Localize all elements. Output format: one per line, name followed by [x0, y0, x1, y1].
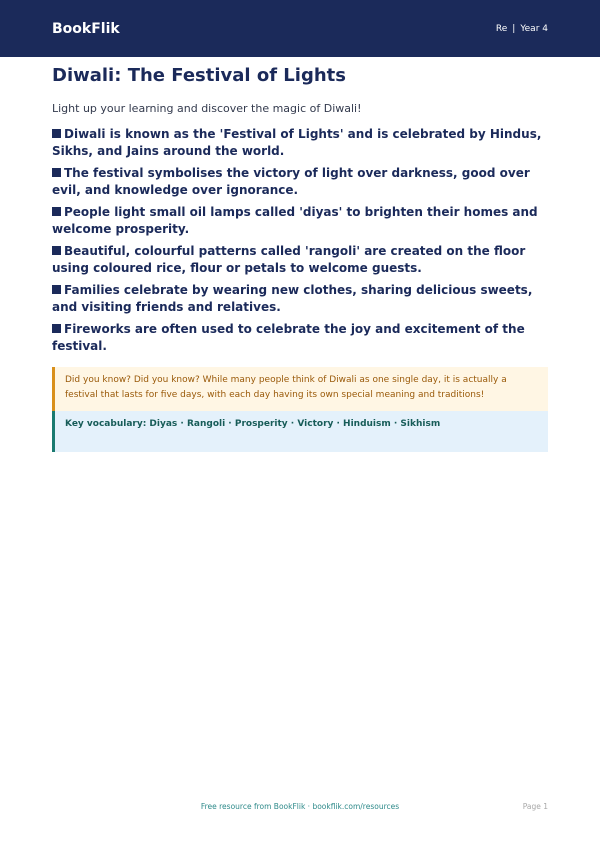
meta-separator: |	[512, 23, 516, 34]
square-bullet-icon	[52, 168, 61, 177]
page-number: Page 1	[522, 802, 548, 811]
intro-text: Light up your learning and discover the magic of Diwali!	[52, 102, 362, 115]
fact-list	[52, 126, 548, 355]
header-meta	[496, 24, 548, 34]
list-item-text: People light small oil lamps called 'diyas' to brighten their homes and welcome prosperity.	[52, 205, 538, 236]
list-item	[52, 282, 548, 316]
list-item-text: Families celebrate by wearing new clothes, sharing delicious sweets, and visiting friends and relatives.	[52, 283, 533, 314]
square-bullet-icon	[52, 129, 61, 138]
header-bar	[0, 0, 600, 57]
square-bullet-icon	[52, 207, 61, 216]
callout-text: Did you know? Did you know? While many people think of Diwali as one single day, it is actually a festival that lasts for five days, with each day having its own special meaning and traditions!	[65, 375, 507, 400]
subject-label: Re	[495, 23, 508, 34]
vocab-text: Key vocabulary: Diyas · Rangoli · Prosperity · Victory · Hinduism · Sikhism	[65, 419, 441, 429]
main-content	[52, 62, 548, 452]
list-item-text: Diwali is known as the 'Festival of Lights' and is celebrated by Hindus, Sikhs, and Jains around the world.	[52, 127, 542, 158]
key-vocabulary-box	[52, 411, 548, 452]
did-you-know-callout	[52, 367, 548, 411]
list-item-text: Fireworks are often used to celebrate the joy and excitement of the festival.	[52, 322, 525, 353]
list-item	[52, 204, 548, 238]
list-item	[52, 243, 548, 277]
brand-logo[interactable]: BookFlik	[52, 20, 120, 37]
list-item	[52, 126, 548, 160]
square-bullet-icon	[52, 285, 61, 294]
list-item	[52, 165, 548, 199]
footer-link[interactable]: Free resource from BookFlik · bookflik.com/resources	[200, 802, 400, 811]
list-item-text: Beautiful, colourful patterns called 'rangoli' are created on the floor using coloured rice, flour or petals to welcome guests.	[52, 244, 526, 275]
page-footer	[52, 802, 548, 814]
page-title: Diwali: The Festival of Lights	[52, 65, 346, 86]
square-bullet-icon	[52, 324, 61, 333]
year-label: Year 4	[520, 23, 548, 34]
list-item	[52, 321, 548, 355]
square-bullet-icon	[52, 246, 61, 255]
list-item-text: The festival symbolises the victory of light over darkness, good over evil, and knowledge over ignorance.	[52, 166, 530, 197]
